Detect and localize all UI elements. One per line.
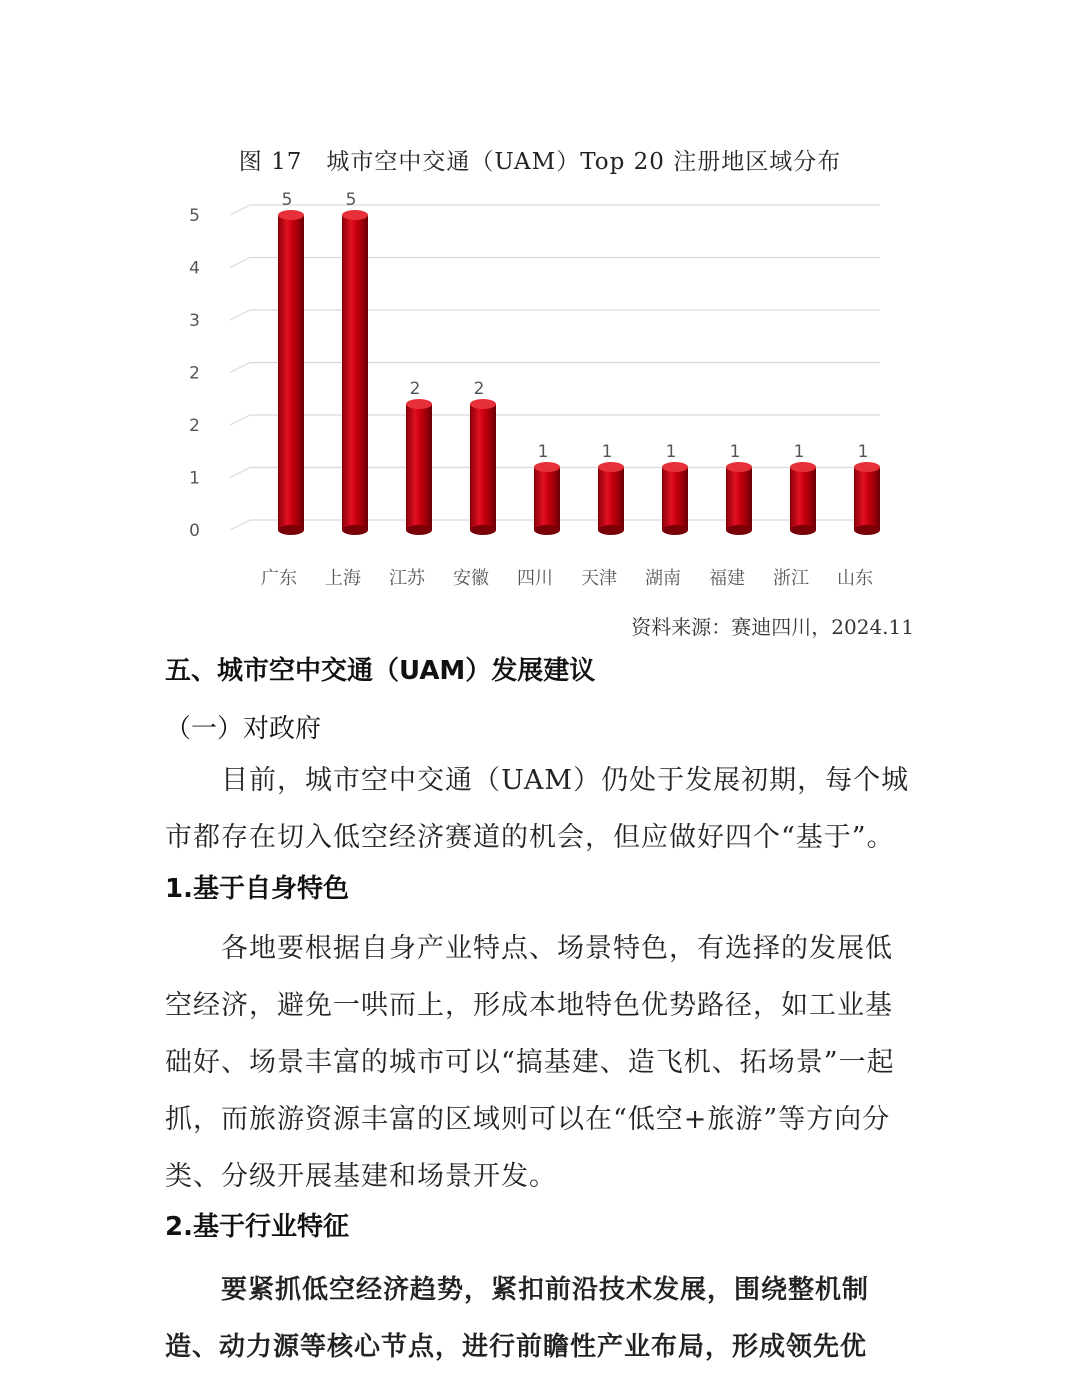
bar-chart	[180, 190, 900, 600]
intro-paragraph: 目前，城市空中交通（UAM）仍处于发展初期，每个城市都存在切入低空经济赛道的机会，但应做好四个“基于”。	[165, 765, 910, 853]
point1-paragraph: 各地要根据自身产业特点、场景特色，有选择的发展低空经济，避免一哄而上，形成本地特色优势路径，如工业基础好、场景丰富的城市可以“搞基建、造飞机、拓场景”一起抓，而旅游资源丰富的区域则可以在“低空+旅游”等方向分类、分级开展基建和场景开发。	[165, 933, 895, 1192]
category-label: 浙江	[773, 568, 809, 589]
bar	[662, 462, 688, 535]
y-tick-label: 2	[189, 363, 200, 384]
y-tick-label: 1	[189, 468, 200, 489]
figure-title: 图 17 城市空中交通（UAM）Top 20 注册地区域分布	[238, 149, 842, 175]
category-label: 天津	[581, 568, 617, 589]
y-tick-label: 3	[189, 311, 200, 331]
gridline	[230, 415, 880, 425]
section-heading: 五、城市空中交通（UAM）发展建议	[165, 656, 596, 686]
data-label: 1	[601, 442, 613, 462]
figure-source: 资料来源：赛迪四川，2024.11	[631, 615, 914, 639]
point2-paragraph: 要紧抓低空经济趋势，紧扣前沿技术发展，围绕整机制造、动力源等核心节点，进行前瞻性产业布局，形成领先优	[165, 1275, 870, 1362]
category-label: 江苏	[389, 568, 425, 589]
y-tick-label: 0	[189, 521, 200, 541]
bar	[470, 399, 496, 535]
bar	[278, 210, 304, 535]
data-label: 1	[729, 442, 741, 462]
data-label: 1	[537, 442, 549, 462]
bar	[534, 462, 560, 535]
gridline	[230, 258, 880, 268]
gridline	[230, 310, 880, 320]
point1-title: 1.基于自身特色	[165, 874, 349, 904]
bar	[342, 210, 368, 535]
category-label: 四川	[517, 568, 553, 589]
bar	[790, 462, 816, 535]
data-label: 1	[857, 442, 869, 462]
gridline	[230, 205, 880, 215]
sub-heading: （一）对政府	[165, 714, 322, 744]
bar	[854, 462, 880, 535]
data-label: 5	[345, 190, 357, 210]
bar	[598, 462, 624, 535]
y-tick-label: 4	[189, 258, 200, 279]
data-label: 2	[473, 379, 485, 399]
category-label: 上海	[325, 568, 361, 589]
bar	[406, 399, 432, 535]
y-tick-label: 5	[189, 206, 200, 226]
category-label: 安徽	[453, 568, 489, 589]
y-tick-label: 2	[189, 416, 200, 436]
bar	[726, 462, 752, 535]
category-label: 湖南	[645, 568, 681, 589]
category-label: 山东	[837, 568, 873, 589]
data-label: 5	[281, 190, 293, 210]
gridline	[230, 363, 880, 373]
category-label: 广东	[261, 568, 297, 589]
category-label: 福建	[709, 568, 745, 589]
data-label: 1	[793, 442, 805, 462]
point2-title: 2.基于行业特征	[165, 1212, 349, 1242]
data-label: 1	[665, 442, 677, 462]
data-label: 2	[409, 379, 421, 399]
